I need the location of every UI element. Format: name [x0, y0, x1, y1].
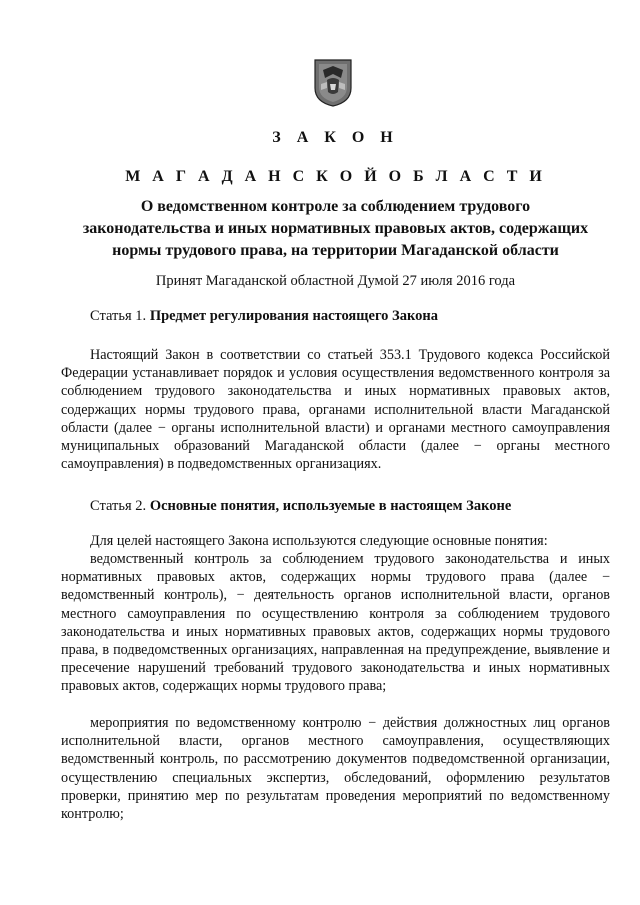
definition-paragraph: ведомственный контроль за соблюдением трудового законодательства и иных нормативных правовых актов, содержащих нормы трудового права (далее − ведомственный контроль), − деятельность органов исполнительной власти, органов местного самоуправления по осуществлению контроля за соблюдением трудового законодательства и иных нормативных правовых актов, содержащих нормы трудового права, в подведомственных организациях, направленная на предупреждение, выявление и пресечение нарушений требований трудового законодательства и иных нормативных правовых актов, содержащих нормы трудового права;	[61, 551, 610, 695]
law-subject-line: законодательства и иных нормативных правовых актов, содержащих	[82, 220, 589, 237]
definition-paragraph: мероприятия по ведомственному контролю − действия должностных лиц органов исполнительной власти, органов местного самоуправления, осуществляющих ведомственный контроль, по рассмотрению документов подведомственной организации, осуществлению специальных экспертиз, обследований, оформлению результатов проверки, принятию мер по результатам проведения мероприятий по ведомственному контролю;	[61, 715, 610, 823]
law-subject-line: О ведомственном контроле за соблюдением трудового	[140, 198, 531, 215]
coat-of-arms-icon	[313, 58, 353, 108]
article-number: Статья 2.	[90, 498, 147, 514]
law-subject-title	[61, 196, 610, 262]
document-type-title: З А К О Н	[272, 129, 399, 146]
article-title: Основные понятия, используемые в настоящем Законе	[149, 498, 512, 514]
article-1-text: Настоящий Закон в соответствии со статьей 353.1 Трудового кодекса Российской Федерации устанавливает порядок и условия осуществления ведомственного контроля за соблюдением трудового законодательства и иных нормативных правовых актов, содержащих нормы трудового права, органами исполнительной власти Магаданской области (далее − органы исполнительной власти) и органами местного самоуправления муниципальных образований Магаданской области (далее − органы местного самоуправления) в подведомственных организациях.	[61, 347, 610, 473]
article-2-intro: Для целей настоящего Закона используются следующие основные понятия:	[90, 533, 548, 549]
article-number: Статья 1.	[90, 308, 147, 324]
law-subject-line: нормы трудового права, на территории Магаданской области	[112, 242, 559, 259]
article-1-heading	[90, 308, 610, 325]
adoption-date-line: Принят Магаданской областной Думой 27 июля 2016 года	[155, 273, 516, 289]
article-title: Предмет регулирования настоящего Закона	[149, 308, 438, 324]
region-title: М А Г А Д А Н С К О Й О Б Л А С Т И	[125, 168, 546, 185]
article-2-heading	[90, 498, 610, 515]
